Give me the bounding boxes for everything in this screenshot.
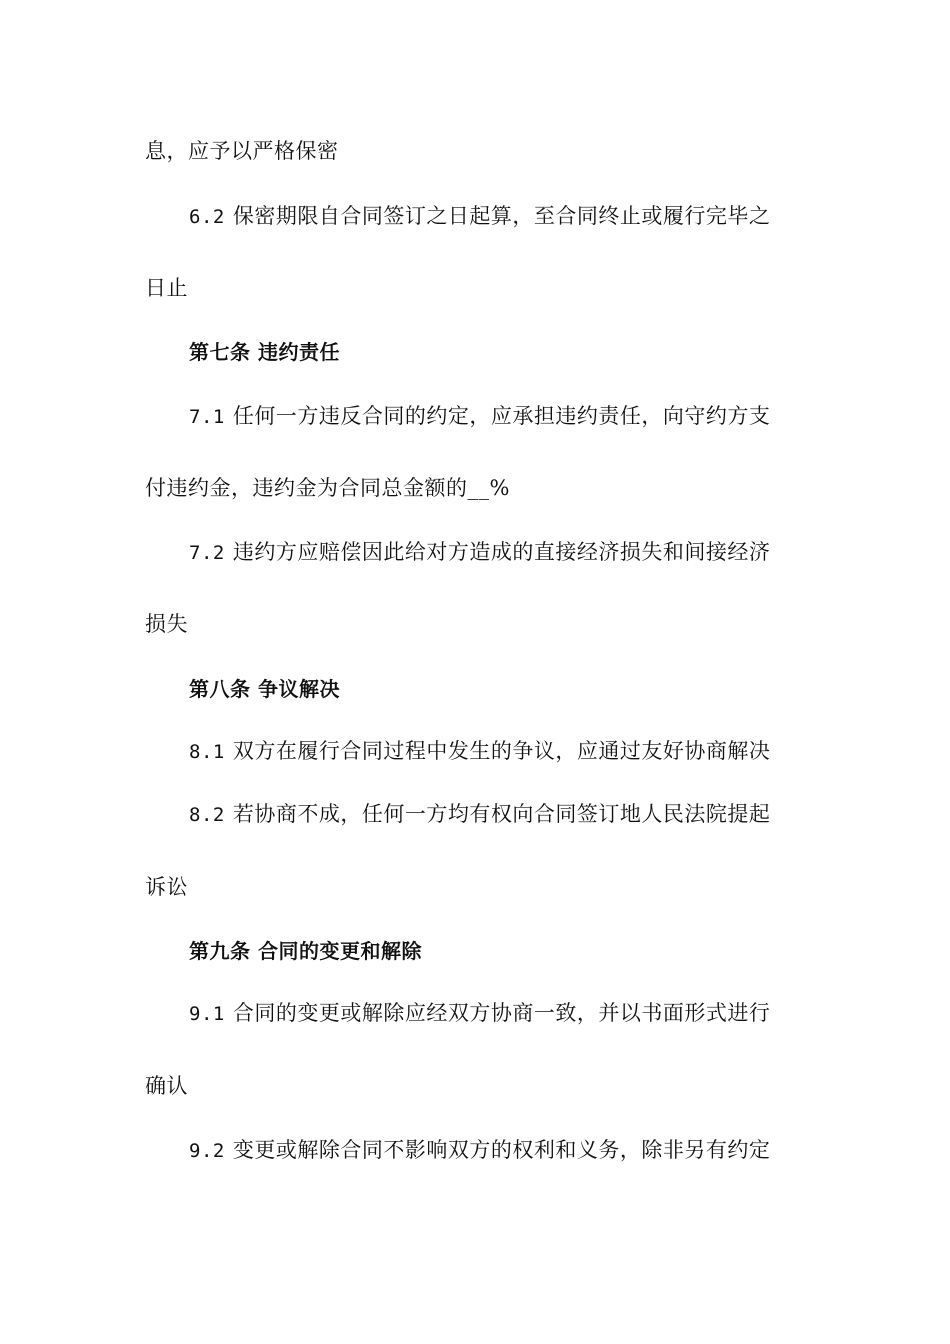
paragraph-8-2: 8.2 若协商不成，任何一方均有权向合同签订地人民法院提起 [189, 802, 771, 826]
paragraph-7-1-line-2: 付违约金，违约金为合同总金额的__% [145, 476, 510, 500]
clause-number: 8.2 [189, 804, 225, 826]
clause-number: 7.2 [189, 542, 225, 564]
clause-number: 8.1 [189, 741, 225, 763]
section-heading-9: 第九条 合同的变更和解除 [189, 939, 422, 963]
section-heading-8: 第八条 争议解决 [189, 677, 340, 701]
paragraph-9-1-line-2: 确认 [145, 1074, 188, 1098]
paragraph-7-1: 7.1 任何一方违反合同的约定，应承担违约责任，向守约方支 [189, 404, 771, 428]
clause-number: 9.1 [189, 1003, 225, 1025]
paragraph-8-1: 8.1 双方在履行合同过程中发生的争议，应通过友好协商解决 [189, 739, 771, 763]
clause-number: 9.2 [189, 1140, 225, 1162]
paragraph-6-2: 6.2 保密期限自合同签订之日起算，至合同终止或履行完毕之 [189, 204, 771, 228]
paragraph-9-2: 9.2 变更或解除合同不影响双方的权利和义务，除非另有约定 [189, 1138, 771, 1162]
clause-number: 6.2 [189, 206, 225, 228]
paragraph-6-1-continuation: 息，应予以严格保密 [145, 139, 339, 163]
section-heading-7: 第七条 违约责任 [189, 340, 340, 364]
paragraph-7-2: 7.2 违约方应赔偿因此给对方造成的直接经济损失和间接经济 [189, 540, 771, 564]
paragraph-8-2-line-2: 诉讼 [145, 875, 188, 899]
clause-number: 7.1 [189, 406, 225, 428]
paragraph-6-2-line-2: 日止 [145, 276, 188, 300]
paragraph-9-1: 9.1 合同的变更或解除应经双方协商一致，并以书面形式进行 [189, 1001, 771, 1025]
paragraph-7-2-line-2: 损失 [145, 612, 188, 636]
